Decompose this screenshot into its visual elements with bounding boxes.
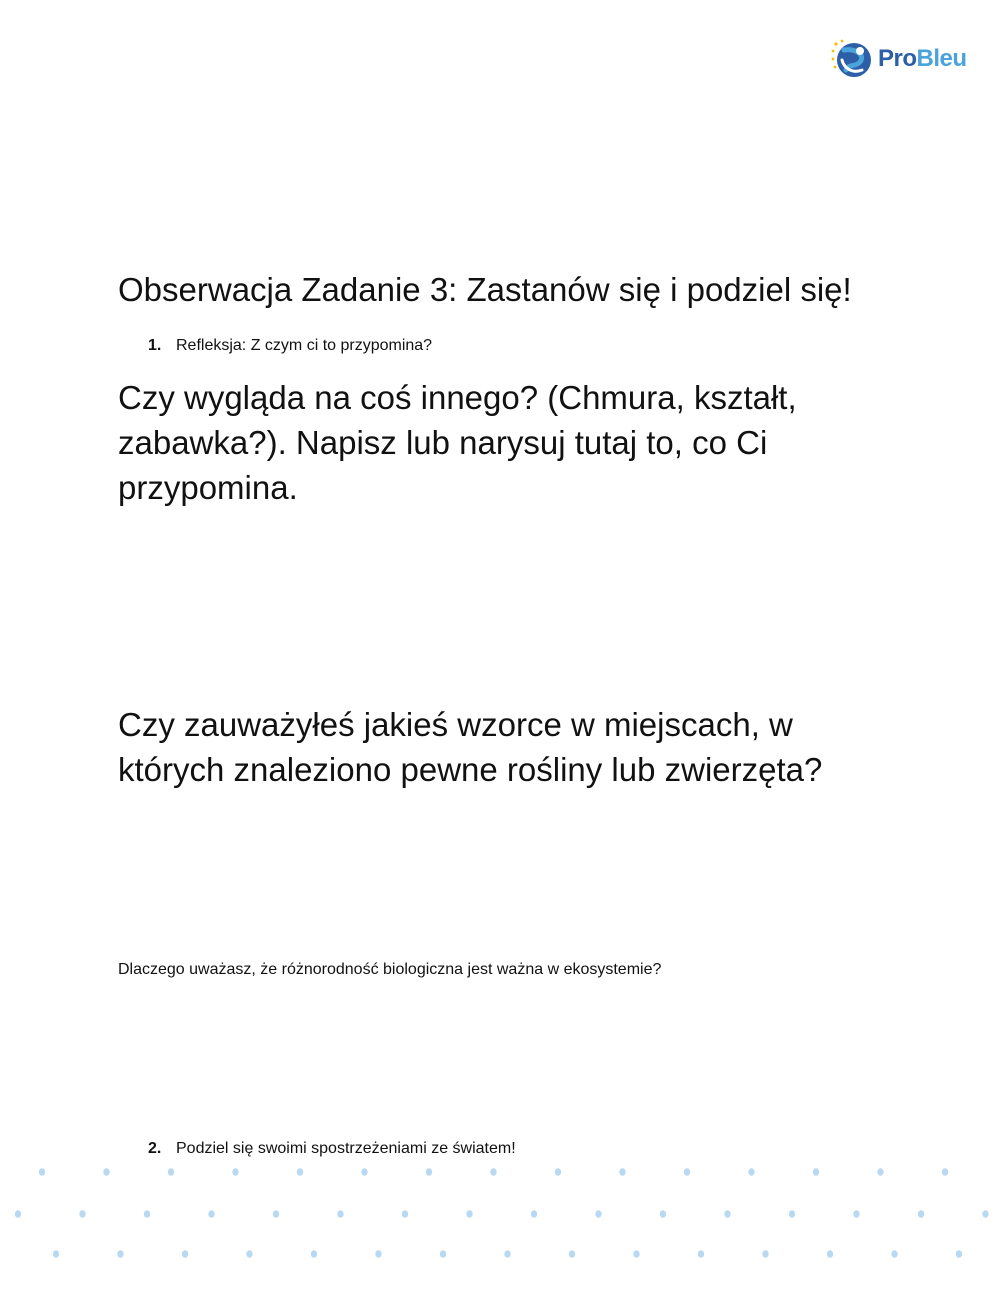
decorative-dot [724, 1210, 730, 1218]
decorative-dot [891, 1250, 897, 1258]
decorative-dot [39, 1168, 45, 1176]
decorative-dot [813, 1168, 819, 1176]
decorative-dot [168, 1168, 174, 1176]
list-item-2-text: Podziel się swoimi spostrzeżeniami ze światem! [176, 1140, 516, 1157]
decorative-dot [569, 1250, 575, 1258]
decorative-dot [853, 1210, 859, 1218]
decorative-dot [698, 1250, 704, 1258]
decorative-dot [762, 1250, 768, 1258]
question-1: Czy wygląda na coś innego? (Chmura, kształt, zabawka?). Napisz lub narysuj tutaj to, co Ci przypomina. [118, 379, 797, 506]
list-item-1 [148, 336, 432, 356]
decorative-dot [748, 1168, 754, 1176]
decorative-dot [982, 1210, 988, 1218]
decorative-dot [361, 1168, 367, 1176]
decorative-dot [182, 1250, 188, 1258]
blue-dots-pattern-icon [0, 1150, 1000, 1270]
decorative-dot [877, 1168, 883, 1176]
decorative-dot [555, 1168, 561, 1176]
decorative-dot [440, 1250, 446, 1258]
probleu-logo-icon [830, 38, 872, 80]
decorative-dot [402, 1210, 408, 1218]
decorative-dot [144, 1210, 150, 1218]
decorative-dot [103, 1168, 109, 1176]
decorative-dot [531, 1210, 537, 1218]
decorative-dot [337, 1210, 343, 1218]
decorative-dot [660, 1210, 666, 1218]
decorative-dot [297, 1168, 303, 1176]
decorative-dot [232, 1168, 238, 1176]
probleu-logo-text [878, 45, 967, 73]
decorative-dot [956, 1250, 962, 1258]
decorative-dot [490, 1168, 496, 1176]
decorative-dot [827, 1250, 833, 1258]
decorative-dot [684, 1168, 690, 1176]
question-3: Dlaczego uważasz, że różnorodność biologiczna jest ważna w ekosystemie? [118, 961, 662, 978]
decorative-dot [426, 1168, 432, 1176]
list-item-1-text: Refleksja: Z czym ci to przypomina? [176, 337, 433, 354]
list-item-2-number: 2. [148, 1140, 162, 1157]
decorative-dot [619, 1168, 625, 1176]
logo-text-bleu: Bleu [916, 45, 967, 72]
decorative-dot [633, 1250, 639, 1258]
question-2: Czy zauważyłeś jakieś wzorce w miejscach, w których znaleziono pewne rośliny lub zwierzęta? [118, 706, 823, 788]
decorative-dot [208, 1210, 214, 1218]
decorative-dot [504, 1250, 510, 1258]
page-title: Obserwacja Zadanie 3: Zastanów się i podziel się! [118, 271, 852, 308]
decorative-dot [789, 1210, 795, 1218]
decorative-dot [273, 1210, 279, 1218]
decorative-dot [918, 1210, 924, 1218]
decorative-dot [375, 1250, 381, 1258]
decorative-dot [117, 1250, 123, 1258]
decorative-dot [53, 1250, 59, 1258]
decorative-dot [466, 1210, 472, 1218]
logo-text-pro: Pro [878, 45, 917, 72]
decorative-dot [246, 1250, 252, 1258]
decorative-dot [595, 1210, 601, 1218]
decorative-dot [942, 1168, 948, 1176]
decorative-dot [15, 1210, 21, 1218]
decorative-dot [311, 1250, 317, 1258]
decorative-dot [79, 1210, 85, 1218]
probleu-logo [830, 36, 980, 82]
list-item-1-number: 1. [148, 337, 162, 354]
